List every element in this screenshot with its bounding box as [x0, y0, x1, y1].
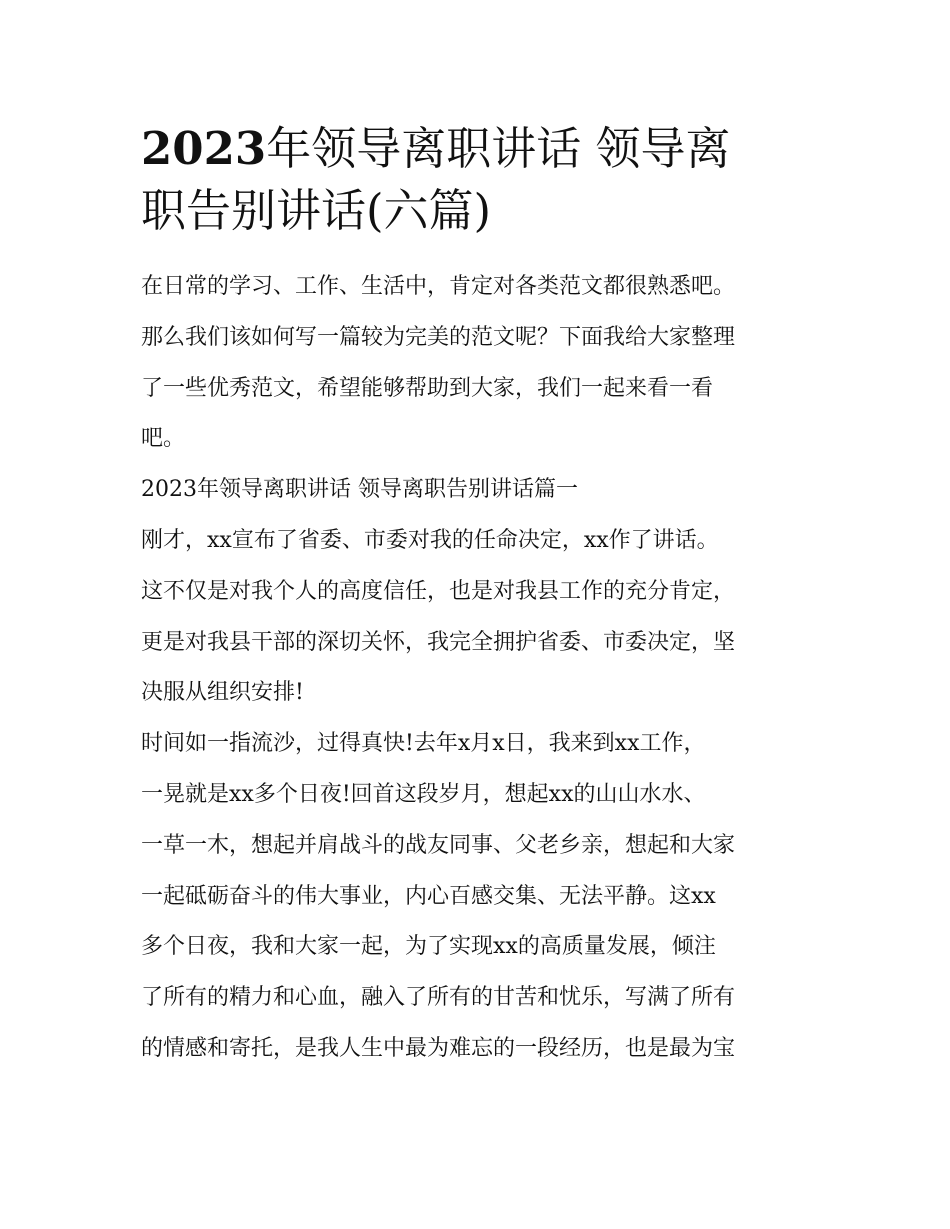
- body-line: 决服从组织安排!: [141, 680, 304, 706]
- body-line: 多个日夜，我和大家一起，为了实现xx的高质量发展，倾注: [141, 934, 716, 960]
- document-page: [141, 118, 813, 1075]
- body-line: 更是对我县干部的深切关怀，我完全拥护省委、市委决定，坚: [141, 629, 736, 655]
- body-line: 了所有的精力和心血，融入了所有的甘苦和忧乐，写满了所有: [141, 985, 736, 1011]
- body-line: 了一些优秀范文，希望能够帮助到大家，我们一起来看一看: [141, 375, 714, 401]
- body-line: 一起砥砺奋斗的伟大事业，内心百感交集、无法平静。这xx: [141, 883, 716, 909]
- body-line: 那么我们该如何写一篇较为完美的范文呢？下面我给大家整理: [141, 324, 736, 350]
- body-line: 一晃就是xx多个日夜!回首这段岁月，想起xx的山山水水、: [141, 781, 706, 807]
- body-line: 刚才，xx宣布了省委、市委对我的任命决定，xx作了讲话。: [141, 527, 719, 553]
- body-line: 的情感和寄托，是我人生中最为难忘的一段经历，也是最为宝: [141, 1035, 736, 1061]
- body-line: 这不仅是对我个人的高度信任，也是对我县工作的充分肯定，: [141, 578, 736, 604]
- title-line-1: [141, 118, 813, 180]
- body-line: 时间如一指流沙，过得真快!去年x月x日，我来到xx工作，: [141, 731, 706, 757]
- body-line: 一草一木，想起并肩战斗的战友同事、父老乡亲，想起和大家: [141, 832, 736, 858]
- document-body: [141, 262, 813, 1075]
- body-line: 在日常的学习、工作、生活中，肯定对各类范文都很熟悉吧。: [141, 274, 736, 299]
- title-line-1-text: 年领导离职讲话 领导离: [266, 122, 731, 175]
- title-line-2: 职告别讲话(六篇): [141, 184, 492, 237]
- body-line: 吧。: [141, 426, 186, 452]
- section-heading: 2023年领导离职讲话 领导离职告别讲话篇一: [141, 477, 578, 503]
- document-title: [141, 118, 813, 242]
- title-year: 2023: [141, 122, 267, 175]
